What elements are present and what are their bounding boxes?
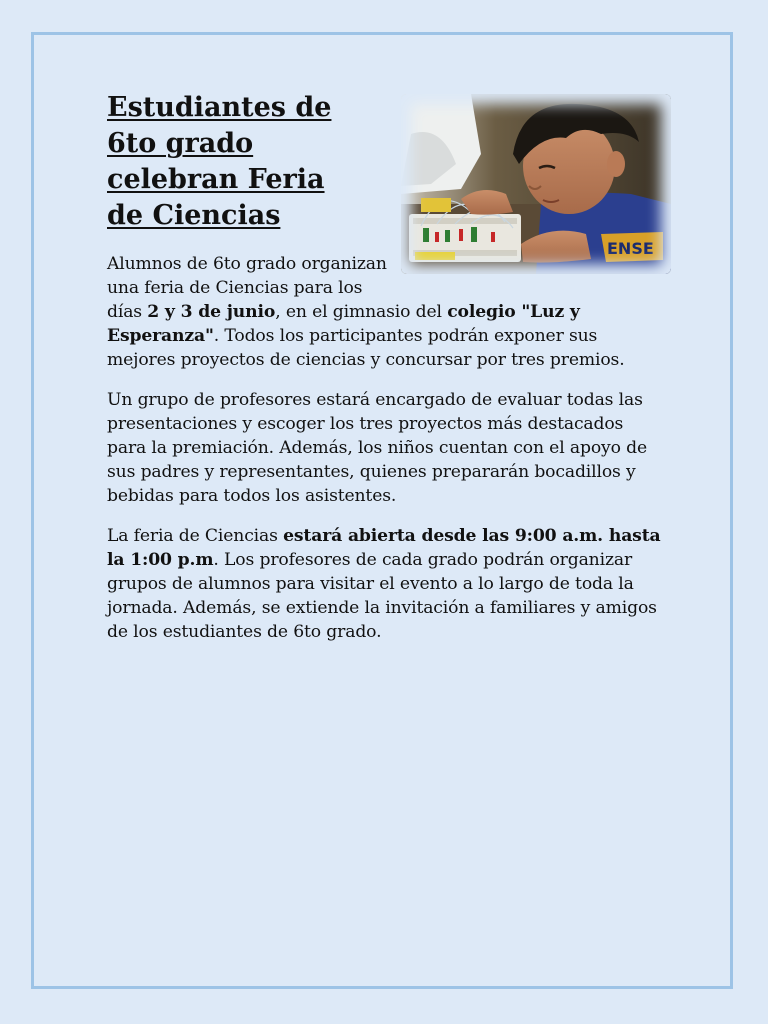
shirt-print: ENSE xyxy=(607,239,654,258)
boy-with-circuit-illustration xyxy=(401,94,671,274)
student-photo xyxy=(401,94,671,274)
school-name-emphasis: colegio "Luz y Esperanza" xyxy=(107,302,580,346)
paragraph-schedule: La feria de Ciencias estará abierta desde las 9:00 a.m. hasta la 1:00 p.m. Los profesores de cada grado podrán organizar grupos de alumnos para visitar el evento a lo largo de toda la jornada. Además, se extiende la invitación a familiares y amigos de los estudiantes de 6to grado. xyxy=(107,526,661,642)
dates-emphasis: 2 y 3 de junio xyxy=(147,302,276,322)
paragraph-evaluation: Un grupo de profesores estará encargado de evaluar todas las presentaciones y escoger los tres proyectos más destacados para la premiación. Además, los niños cuentan con el apoyo de sus padres y representantes, quienes prepararán bocadillos y bebidas para todos los asistentes. xyxy=(107,390,647,506)
paragraph-intro: Alumnos de 6to grado organizan una feria de Ciencias para los días 2 y 3 de junio, en el gimnasio del colegio "Luz y Esperanza". Todos los participantes podrán exponer sus mejores proyectos de ciencias y concursar por tres premios. xyxy=(107,254,625,370)
article xyxy=(107,90,663,660)
headline: Estudiantes de 6to grado celebran Feria de Ciencias xyxy=(107,92,332,231)
hours-emphasis: estará abierta desde las 9:00 a.m. hasta la 1:00 p.m xyxy=(107,526,661,570)
